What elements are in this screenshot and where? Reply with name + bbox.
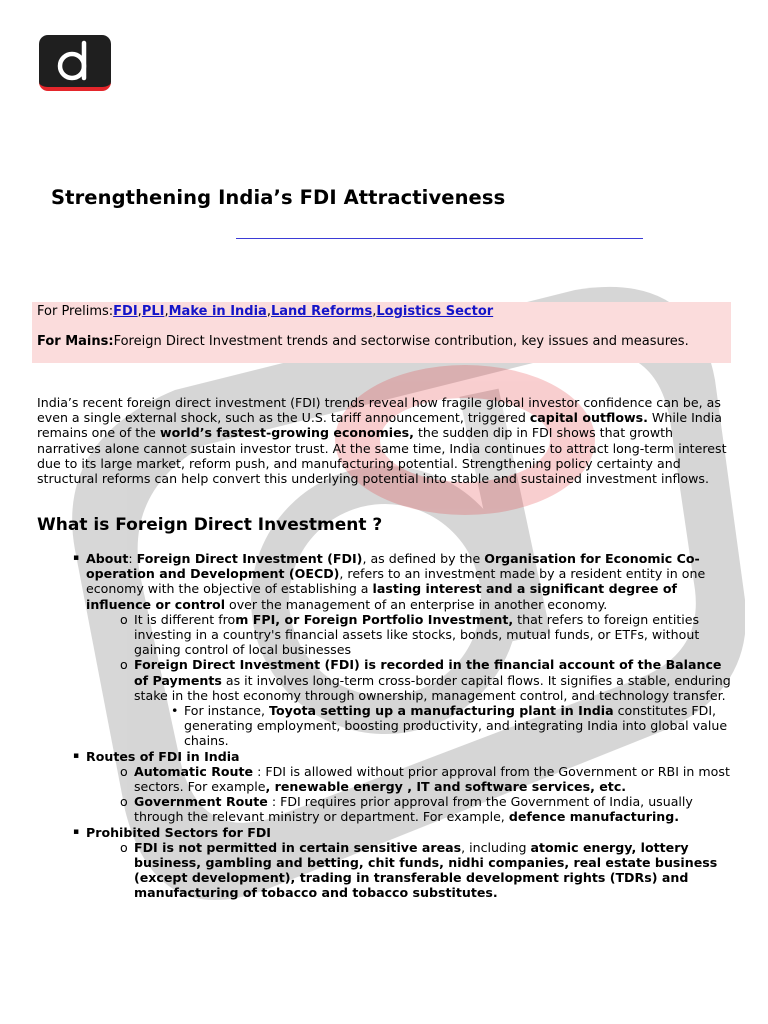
bold-text: Government Route [134, 794, 268, 810]
text-run: : FDI is allowed without prior approval from the Government or RBI in most sectors. For example [134, 763, 730, 795]
text-run: constitutes FDI, generating employment, boosting productivity, and integrating India into global value chains. [184, 703, 728, 749]
text-run: It is different fro [134, 611, 236, 627]
bullet-icon: ▪ [73, 750, 80, 761]
bold-text: FDI is not permitted in certain sensitive areas [134, 839, 462, 855]
list-item-text [134, 794, 736, 824]
list-item-text [134, 764, 736, 794]
bullet-icon: o [120, 611, 128, 627]
mains-line [37, 334, 689, 349]
prelims-label: For Prelims: [37, 304, 114, 319]
prelims-link[interactable]: Make in India [168, 304, 267, 319]
bold-text: m FPI, or Foreign Portfolio Investment, [235, 611, 514, 627]
list-item-text [86, 749, 736, 764]
list-item-text [134, 612, 736, 658]
prelims-link[interactable]: FDI [113, 304, 138, 319]
text-run: as it involves long-term cross-border capital flows. It signifies a stable, enduring stake in the host economy through ownership, management control, and technology transfer. [134, 672, 731, 703]
prelims-line [37, 304, 493, 319]
prelims-link[interactable]: Logistics Sector [376, 304, 494, 319]
text-run: the sudden dip in FDI shows that growth narratives alone cannot sustain investor trust. At the same time, India continues to attract long-term interest due to its large market, reform push, and manufacturing potential. Strengthening policy certainty and structural reforms can help convert this underlying potential into stable and sustained investment inflows. [37, 425, 727, 487]
bullet-icon: o [120, 839, 128, 855]
list-item-text [184, 703, 736, 749]
list-item [171, 703, 736, 749]
list-item-text [134, 657, 736, 703]
bold-text: About [86, 551, 129, 566]
list-item-text [86, 825, 736, 840]
list-item [120, 763, 736, 795]
prelims-link[interactable]: Land Reforms [270, 304, 373, 319]
bullet-icon: o [120, 763, 128, 779]
list-item [120, 839, 736, 901]
list-item [73, 551, 736, 612]
bold-text: atomic energy, lottery business, gambling and betting, chit funds, nidhi companies, real estate business (except development), trading in transferable development rights (TDRs) and manufacturing of tobacco and tobacco substitutes. [134, 839, 718, 901]
section-heading: What is Foreign Direct Investment ? [37, 515, 383, 535]
bullet-list [73, 551, 736, 901]
text-run: : FDI requires prior approval from the Government of India, usually through the relevant ministry or department. For example, [134, 794, 693, 825]
mains-text: Foreign Direct Investment trends and sectorwise contribution, key issues and measures. [113, 334, 689, 349]
text-run: While India remains one of the [37, 410, 722, 441]
bold-text: world’s fastest-growing economies, [159, 425, 414, 441]
text-run: For instance, [184, 703, 270, 719]
bold-text: defence manufacturing. [508, 809, 680, 825]
text-run: , refers to an investment made by a resident entity in one economy with the objective of establishing a [86, 566, 706, 597]
bullet-icon: • [171, 703, 179, 719]
bold-text: Toyota setting up a manufacturing plant in India [269, 703, 614, 719]
bullet-icon: o [120, 657, 128, 673]
list-item [120, 611, 736, 658]
text-run: , including [461, 839, 531, 855]
bold-text: Routes of FDI in India [86, 748, 240, 764]
prelims-links [113, 304, 493, 319]
link-separator: , [266, 304, 271, 319]
list-item [73, 748, 736, 764]
bold-text: Prohibited Sectors for FDI [86, 824, 271, 840]
link-separator: , [137, 304, 142, 319]
bold-text: capital outflows. [529, 410, 648, 426]
intro-paragraph [37, 395, 737, 486]
text-run: , as defined by the [362, 551, 485, 566]
bullet-icon: ▪ [73, 553, 80, 563]
bold-text: Automatic Route [134, 763, 254, 779]
text-run: over the management of an enterprise in another economy. [225, 596, 608, 612]
text-run: India’s recent foreign direct investment (FDI) trends reveal how fragile global investor confidence can be, as even a single external shock, such as the U.S. tariff announcement, triggered [37, 395, 721, 426]
bullet-icon: ▪ [73, 826, 80, 837]
page-title: Strengthening India’s FDI Attractiveness [51, 186, 506, 209]
text-run: : [128, 551, 137, 566]
list-item-text [86, 551, 736, 612]
list-item [120, 657, 736, 703]
mains-label: For Mains: [37, 334, 114, 349]
logo-d-icon [39, 35, 111, 87]
bold-text: , renewable energy , IT and software services, etc. [265, 779, 627, 795]
brand-logo [39, 35, 111, 91]
list-item-text [134, 840, 736, 901]
prelims-link[interactable]: PLI [141, 304, 165, 319]
bold-text: Foreign Direct Investment (FDI) is recorded in the financial account of the Balance of Payments [134, 657, 722, 688]
bullet-icon: o [120, 794, 128, 810]
bold-text: lasting interest and a significant degree of influence or control [86, 581, 677, 612]
bold-text: Foreign Direct Investment (FDI) [136, 551, 363, 566]
list-item [120, 794, 736, 825]
link-separator: , [164, 304, 169, 319]
title-divider [236, 238, 643, 239]
text-run: that refers to foreign entities investing in a country's financial assets like stocks, bonds, mutual funds, or ETFs, without gaining control of local businesses [134, 611, 700, 658]
syllabus-box [32, 302, 731, 363]
list-item [73, 824, 736, 840]
bold-text: Organisation for Economic Co-operation and Development (OECD) [86, 551, 700, 582]
link-separator: , [372, 304, 377, 319]
